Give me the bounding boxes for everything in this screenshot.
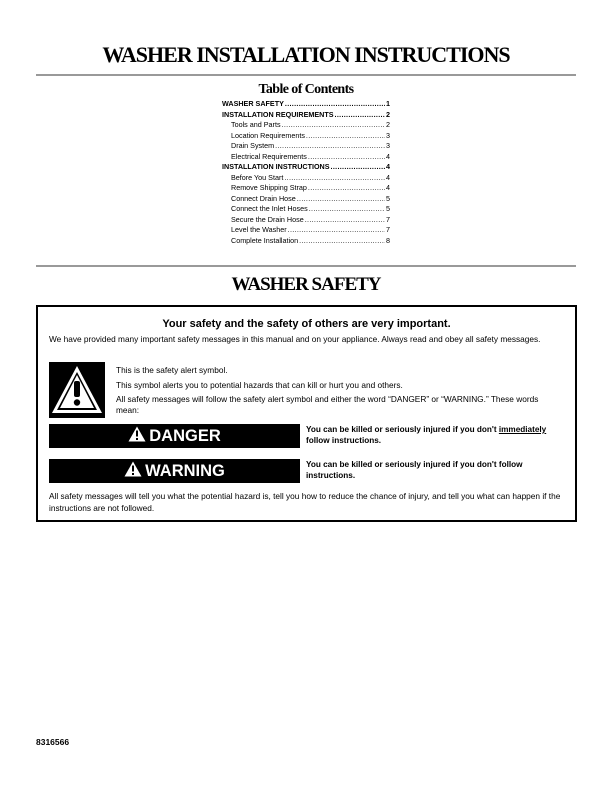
toc-entry[interactable] <box>222 236 390 247</box>
toc-entry-label: Tools and Parts <box>231 120 281 129</box>
toc-entry[interactable] <box>222 131 390 142</box>
toc-entry-page: 4 <box>386 151 390 161</box>
table-of-contents <box>222 99 390 246</box>
danger-label: DANGER <box>149 426 221 445</box>
toc-entry[interactable] <box>222 194 390 205</box>
toc-entry[interactable] <box>222 152 390 163</box>
toc-entry-page: 1 <box>386 99 390 108</box>
toc-entry-label: Level the Washer <box>231 225 287 234</box>
warning-text <box>306 459 571 481</box>
toc-entry-label: Complete Installation <box>231 235 299 245</box>
toc-entry-page: 4 <box>386 172 390 182</box>
toc-entry-page: 3 <box>386 141 390 150</box>
toc-dot-leader <box>285 99 385 110</box>
safety-footer: All safety messages will tell you what the potential hazard is, tell you how to reduce the chance of injury, and tell you what can happen if the instructions are not followed. <box>49 491 561 513</box>
warning-text-part: instructions. <box>306 471 356 480</box>
safety-alert-icon <box>49 362 105 418</box>
safety-heading: Your safety and the safety of others are very important. <box>162 318 451 330</box>
danger-text-emphasis: immediately <box>498 425 547 434</box>
toc-entry-page: 8 <box>386 235 390 245</box>
toc-dot-leader <box>297 194 385 205</box>
toc-entry-label: Location Requirements <box>231 130 305 140</box>
toc-entry-label: Secure the Drain Hose <box>231 214 304 224</box>
toc-entry-page: 7 <box>386 225 390 234</box>
toc-dot-leader <box>335 110 385 121</box>
warning-triangle-icon <box>128 426 146 447</box>
toc-entry-label: INSTALLATION REQUIREMENTS <box>222 109 334 119</box>
toc-dot-leader <box>275 141 385 152</box>
warning-banner <box>49 459 300 483</box>
toc-entry[interactable] <box>222 162 390 173</box>
alert-line-2: This symbol alerts you to potential hazards that can kill or hurt you and others. <box>116 380 403 390</box>
toc-entry-page: 4 <box>386 162 390 171</box>
toc-entry-label: Connect Drain Hose <box>231 193 296 203</box>
toc-dot-leader <box>288 225 385 236</box>
toc-entry-label: Electrical Requirements <box>231 151 307 161</box>
toc-entry-label: Remove Shipping Strap <box>231 183 307 192</box>
toc-entry[interactable] <box>222 225 390 236</box>
toc-entry[interactable] <box>222 173 390 184</box>
section-rule <box>36 265 576 267</box>
warning-text-emphasis: follow <box>498 460 523 469</box>
toc-entry-page: 5 <box>386 204 390 213</box>
title-rule <box>36 74 576 76</box>
toc-entry-label: WASHER SAFETY <box>222 99 284 108</box>
toc-dot-leader <box>284 173 385 184</box>
toc-entry-label: Connect the Inlet Hoses <box>231 204 308 213</box>
page-title: WASHER INSTALLATION INSTRUCTIONS <box>102 42 510 67</box>
alert-line-1: This is the safety alert symbol. <box>116 365 228 375</box>
toc-entry-page: 2 <box>386 109 390 119</box>
toc-entry[interactable] <box>222 110 390 121</box>
toc-entry-page: 2 <box>386 120 390 129</box>
toc-entry-page: 3 <box>386 130 390 140</box>
toc-dot-leader <box>306 131 385 142</box>
toc-dot-leader <box>299 236 385 247</box>
toc-dot-leader <box>308 152 385 163</box>
alert-line-3: All safety messages will follow the safety alert symbol and either the word “DANGER” or “WARNING.” These words mean: <box>116 394 539 415</box>
document-number: 8316566 <box>36 737 70 747</box>
danger-text-part: follow instructions. <box>306 436 382 445</box>
toc-entry-page: 7 <box>386 214 390 224</box>
toc-entry[interactable] <box>222 204 390 215</box>
toc-entry-page: 5 <box>386 193 390 203</box>
toc-entry-label: INSTALLATION INSTRUCTIONS <box>222 162 330 171</box>
toc-entry[interactable] <box>222 141 390 152</box>
warning-label: WARNING <box>145 461 225 480</box>
section-title: WASHER SAFETY <box>231 274 381 295</box>
toc-entry[interactable] <box>222 183 390 194</box>
toc-dot-leader <box>282 120 385 131</box>
toc-entry-page: 4 <box>386 183 390 192</box>
danger-text-part: You can be killed or seriously injured if you don't <box>306 425 499 434</box>
toc-dot-leader <box>331 162 385 173</box>
danger-banner <box>49 424 300 448</box>
toc-entry[interactable] <box>222 215 390 226</box>
warning-triangle-icon <box>124 461 142 482</box>
safety-intro: We have provided many important safety messages in this manual and on your appliance. Always read and obey all safety messages. <box>49 334 541 344</box>
warning-text-part: You can be killed or seriously injured if you don't <box>306 460 499 469</box>
toc-dot-leader <box>308 183 385 194</box>
toc-dot-leader <box>305 215 385 226</box>
toc-dot-leader <box>309 204 385 215</box>
toc-entry-label: Before You Start <box>231 172 284 182</box>
toc-entry-label: Drain System <box>231 141 275 150</box>
toc-title: Table of Contents <box>258 82 354 97</box>
safety-box <box>36 305 577 522</box>
toc-entry[interactable] <box>222 99 390 110</box>
toc-entry[interactable] <box>222 120 390 131</box>
danger-text <box>306 424 571 446</box>
